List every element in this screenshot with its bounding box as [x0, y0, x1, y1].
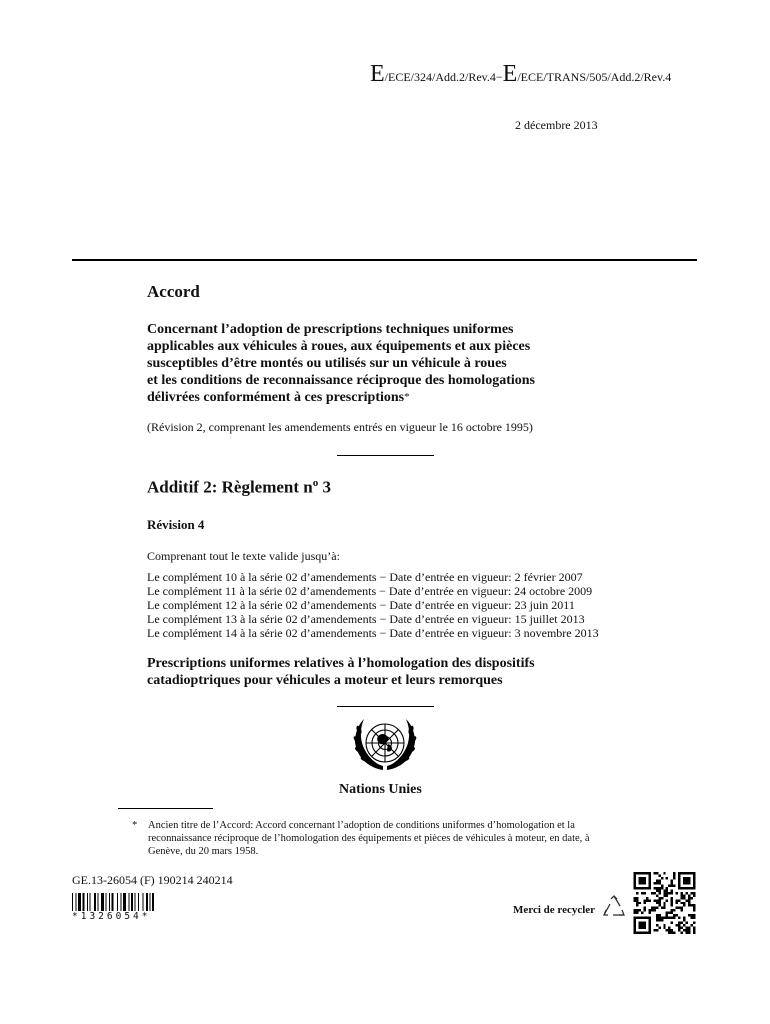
footnote-mark: * [132, 820, 138, 831]
document-symbol [370, 62, 671, 86]
complement-item: Le complément 14 à la série 02 d’amendements − Date d’entrée en vigueur: 3 novembre 2013 [147, 626, 599, 640]
concerning-line-text: délivrées conformément à ces prescriptions [147, 390, 405, 405]
prescriptions-line: catadioptriques pour véhicules a moteur et leurs remorques [147, 673, 503, 688]
section-separator [337, 706, 434, 707]
concerning-line: et les conditions de reconnaissance réciproque des homologations [147, 373, 535, 388]
document-date: 2 décembre 2013 [515, 118, 598, 132]
complement-item: Le complément 13 à la série 02 d’amendements − Date d’entrée en vigueur: 15 juillet 2013 [147, 612, 585, 626]
accord-concerning [147, 321, 617, 406]
barcode-icon [72, 893, 184, 911]
footnote-divider [118, 808, 213, 809]
includes-label: Comprenant tout le texte valide jusqu’à: [147, 549, 340, 563]
footnote-text: Ancien titre de l’Accord: Accord concernant l’adoption de conditions uniformes d’homologation et la reconnaissance réciproque de l’homologation des équipements et pièces de véhicules à moteur, en date, à Genève, du 20 mars 1958. [148, 820, 590, 857]
complement-item: Le complément 10 à la série 02 d’amendements − Date d’entrée en vigueur: 2 février 2007 [147, 570, 583, 584]
additif-title [147, 477, 331, 498]
barcode-text: *1326054* [72, 911, 151, 922]
prescriptions-line: Prescriptions uniformes relatives à l’homologation des dispositifs [147, 656, 535, 671]
revision-heading: Révision 4 [147, 517, 205, 532]
concerning-line: applicables aux véhicules à roues, aux équipements et aux pièces [147, 339, 531, 354]
concerning-line [147, 389, 617, 406]
organization-name: Nations Unies [339, 782, 422, 797]
symbol-letter-2: E [502, 61, 518, 87]
qr-code-icon [632, 872, 697, 934]
additif-title-prefix: Additif 2: Règlement n [147, 477, 313, 497]
revision-note: (Révision 2, comprenant les amendements entrés en vigueur le 16 octobre 1995) [147, 420, 533, 434]
recycle-message: Merci de recycler [513, 904, 596, 916]
accord-title: Accord [147, 282, 200, 301]
footnote [132, 819, 612, 858]
complement-item: Le complément 12 à la série 02 d’amendements − Date d’entrée en vigueur: 23 juin 2011 [147, 598, 575, 612]
header-divider [72, 259, 697, 261]
symbol-letter-1: E [370, 61, 385, 87]
additif-title-sup: o [312, 477, 319, 489]
un-emblem-icon [345, 710, 425, 780]
concerning-line: Concernant l’adoption de prescriptions techniques uniformes [147, 322, 514, 337]
symbol-rest-1: /ECE/324/Add.2/Rev.4− [384, 70, 503, 84]
footnote-reference: * [404, 391, 410, 403]
document-code: GE.13-26054 (F) 190214 240214 [72, 873, 233, 887]
concerning-line: susceptibles d’être montés ou utilisés sur un véhicule à roues [147, 356, 507, 371]
complements-list [147, 570, 599, 640]
additif-title-suffix: 3 [318, 477, 331, 497]
symbol-rest-2: /ECE/TRANS/505/Add.2/Rev.4 [517, 70, 672, 84]
recycle-icon [601, 894, 627, 920]
complement-item: Le complément 11 à la série 02 d’amendements − Date d’entrée en vigueur: 24 octobre 2009 [147, 584, 593, 598]
prescriptions-title [147, 655, 627, 689]
section-separator [337, 455, 434, 456]
